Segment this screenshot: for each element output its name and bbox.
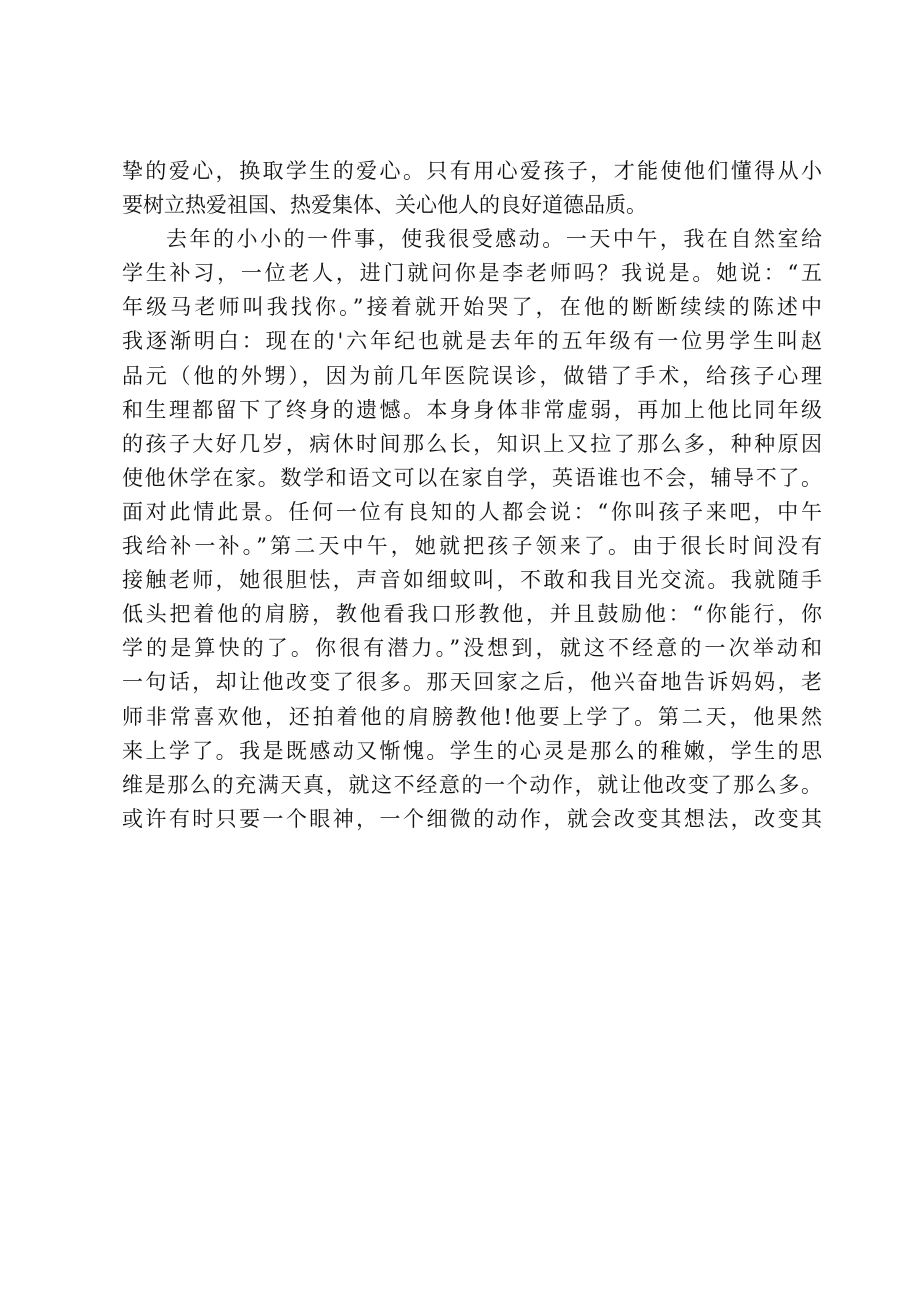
text-line: 学生补习，一位老人，进门就问你是李老师吗？我说是。她说：“五 [122,261,822,286]
text-line: 的孩子大好几岁，病休时间那么长，知识上又拉了那么多，种种原因 [122,431,822,456]
paragraph [122,154,822,222]
text-line: 师非常喜欢他，还拍着他的肩膀教他!他要上学了。第二天，他果然 [122,704,822,729]
text-line: 品元（他的外甥），因为前几年医院误诊，做错了手术，给孩子心理 [122,363,822,388]
text-line: 来上学了。我是既感动又惭愧。学生的心灵是那么的稚嫩，学生的思 [122,738,822,763]
text-line: 年级马老师叫我找你。”接着就开始哭了，在他的断断续续的陈述中 [122,295,822,320]
text-line: 挚的爱心，换取学生的爱心。只有用心爱孩子，才能使他们懂得从小 [122,159,822,183]
text-line: 低头把着他的肩膀，教他看我口形教他，并且鼓励他：“你能行，你 [122,602,822,627]
text-line: 我给补一补。”第二天中午，她就把孩子领来了。由于很长时间没有 [122,534,822,559]
text-line: 去年的小小的一件事，使我很受感动。一天中午，我在自然室给 [166,227,822,252]
text-line: 面对此情此景。任何一位有良知的人都会说：“你叫孩子来吧，中午 [122,499,822,524]
text-line: 学的是算快的了。你很有潜力。”没想到，就这不经意的一次举动和 [122,636,822,661]
body-text [122,154,822,836]
text-line: 使他休学在家。数学和语文可以在家自学，英语谁也不会，辅导不了。 [122,465,822,490]
text-line: 维是那么的充满天真，就这不经意的一个动作，就让他改变了那么多。 [122,772,822,797]
text-line: 或许有时只要一个眼神，一个细微的动作，就会改变其想法，改变其 [122,806,822,831]
text-line: 接触老师，她很胆怯，声音如细蚊叫，不敢和我目光交流。我就随手 [122,568,822,593]
text-line: 和生理都留下了终身的遗憾。本身身体非常虚弱，再加上他比同年级 [122,397,822,422]
text-line: 一句话，却让他改变了很多。那天回家之后，他兴奋地告诉妈妈，老 [122,670,822,695]
text-line: 我逐渐明白：现在的'六年纪也就是去年的五年级有一位男学生叫赵 [122,329,822,354]
text-line: 要树立热爱祖国、热爱集体、关心他人的良好道德品质。 [122,193,647,218]
paragraph [122,222,822,836]
